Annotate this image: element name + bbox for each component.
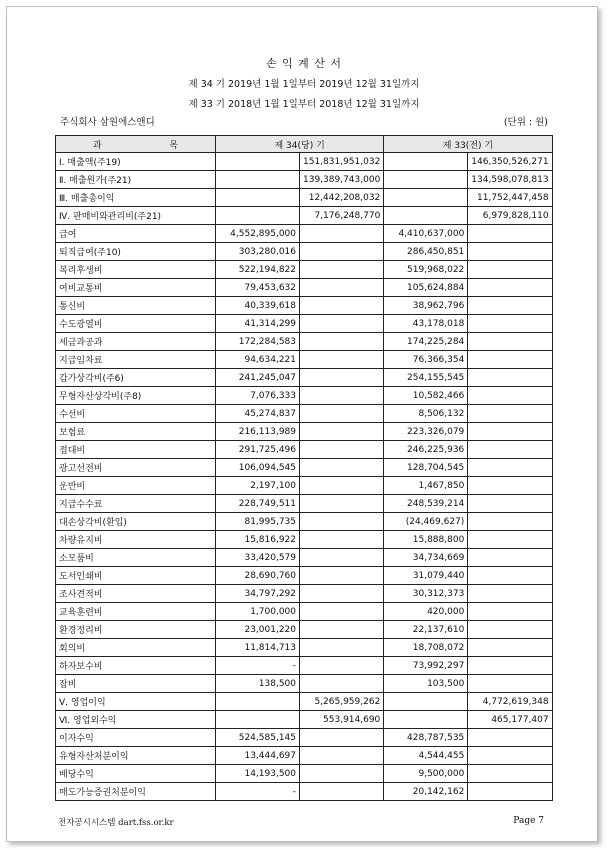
account-name-cell: 접대비 [56, 441, 216, 459]
current-detail-cell: 94,634,221 [216, 351, 300, 369]
table-row [56, 513, 553, 531]
account-name-cell: Ⅴ. 영업이익 [56, 693, 216, 711]
prior-total-cell [468, 549, 552, 567]
table-row [56, 495, 553, 513]
current-total-cell [300, 549, 384, 567]
account-name-cell: 회의비 [56, 639, 216, 657]
prior-total-cell [468, 639, 552, 657]
table-row [56, 261, 553, 279]
prior-detail-cell [384, 207, 468, 225]
account-name-cell: Ⅰ. 매출액(주19) [56, 153, 216, 171]
company-name: 주식회사 삼원에스앤디 [60, 117, 155, 128]
account-name-cell: 지급수수료 [56, 495, 216, 513]
account-name-cell: Ⅵ. 영업외수익 [56, 711, 216, 729]
prior-total-cell [468, 747, 552, 765]
statement-title: 손 익 계 산 서 [265, 57, 343, 70]
current-total-cell [300, 243, 384, 261]
prior-total-cell [468, 513, 552, 531]
period-prior: 제 33 기 2018년 1월 1일부터 2018년 12월 31일까지 [188, 99, 420, 110]
table-row [56, 369, 553, 387]
account-header-right: 목 [169, 140, 179, 151]
prior-detail-cell: 4,544,455 [384, 747, 468, 765]
table-row [56, 783, 553, 801]
prior-total-cell [468, 765, 552, 783]
current-detail-cell: 303,280,016 [216, 243, 300, 261]
current-total-cell: 5,265,959,262 [300, 693, 384, 711]
table-row [56, 153, 553, 171]
current-detail-cell: 291,725,496 [216, 441, 300, 459]
current-detail-cell: 81,995,735 [216, 513, 300, 531]
prior-detail-cell [384, 711, 468, 729]
current-total-cell [300, 423, 384, 441]
current-total-cell [300, 441, 384, 459]
account-name-cell: 이자수익 [56, 729, 216, 747]
prior-total-cell [468, 369, 552, 387]
prior-period-header: 제 33(전) 기 [384, 136, 552, 153]
account-name-cell: 세금과공과 [56, 333, 216, 351]
table-row [56, 459, 553, 477]
prior-detail-cell [384, 693, 468, 711]
table-row [56, 603, 553, 621]
income-statement-table [55, 135, 553, 801]
prior-total-cell [468, 783, 552, 801]
current-detail-cell: 33,420,579 [216, 549, 300, 567]
table-row [56, 243, 553, 261]
current-total-cell: 553,914,690 [300, 711, 384, 729]
current-total-cell [300, 315, 384, 333]
prior-detail-cell: 4,410,637,000 [384, 225, 468, 243]
table-row [56, 711, 553, 729]
table-row [56, 351, 553, 369]
current-total-cell: 151,831,951,032 [300, 153, 384, 171]
current-detail-cell: 1,700,000 [216, 603, 300, 621]
current-detail-cell: 138,500 [216, 675, 300, 693]
current-detail-cell: 172,284,583 [216, 333, 300, 351]
table-row [56, 405, 553, 423]
period-current: 제 34 기 2019년 1월 1일부터 2019년 12월 31일까지 [188, 79, 420, 90]
account-name-cell: 광고선전비 [56, 459, 216, 477]
table-row [56, 477, 553, 495]
current-total-cell [300, 369, 384, 387]
table-row [56, 621, 553, 639]
table-row [56, 315, 553, 333]
table-row [56, 207, 553, 225]
account-name-cell: 도서인쇄비 [56, 567, 216, 585]
prior-detail-cell: 18,708,072 [384, 639, 468, 657]
prior-detail-cell: 43,178,018 [384, 315, 468, 333]
current-detail-cell: 15,816,922 [216, 531, 300, 549]
prior-total-cell: 11,752,447,458 [468, 189, 552, 207]
account-name-cell: 잡비 [56, 675, 216, 693]
table-row [56, 387, 553, 405]
table-row [56, 729, 553, 747]
account-header [56, 136, 216, 153]
current-total-cell: 7,176,248,770 [300, 207, 384, 225]
table-row [56, 423, 553, 441]
prior-total-cell: 134,598,078,813 [468, 171, 552, 189]
account-name-cell: 보험료 [56, 423, 216, 441]
table-row [56, 747, 553, 765]
prior-detail-cell: 31,079,440 [384, 567, 468, 585]
table-row [56, 531, 553, 549]
current-total-cell: 139,389,743,000 [300, 171, 384, 189]
table-header-row [56, 136, 553, 153]
current-total-cell [300, 477, 384, 495]
table-row [56, 765, 553, 783]
table-row [56, 225, 553, 243]
prior-total-cell [468, 297, 552, 315]
current-detail-cell: - [216, 657, 300, 675]
prior-total-cell [468, 675, 552, 693]
current-detail-cell: 522,194,822 [216, 261, 300, 279]
account-name-cell: 차량유지비 [56, 531, 216, 549]
prior-total-cell [468, 423, 552, 441]
current-total-cell [300, 297, 384, 315]
prior-total-cell [468, 657, 552, 675]
table-row [56, 675, 553, 693]
current-total-cell [300, 657, 384, 675]
prior-detail-cell: 519,968,022 [384, 261, 468, 279]
table-body [56, 153, 553, 801]
current-detail-cell: 7,076,333 [216, 387, 300, 405]
account-name-cell: Ⅱ. 매출원가(주21) [56, 171, 216, 189]
table-row [56, 693, 553, 711]
prior-detail-cell: 223,326,079 [384, 423, 468, 441]
current-detail-cell: 28,690,760 [216, 567, 300, 585]
current-period-header: 제 34(당) 기 [216, 136, 384, 153]
prior-total-cell [468, 225, 552, 243]
current-total-cell [300, 783, 384, 801]
prior-detail-cell: (24,469,627) [384, 513, 468, 531]
current-total-cell [300, 513, 384, 531]
prior-detail-cell: 9,500,000 [384, 765, 468, 783]
current-total-cell [300, 585, 384, 603]
current-total-cell [300, 261, 384, 279]
current-total-cell [300, 459, 384, 477]
account-header-left: 과 [92, 140, 102, 151]
current-total-cell [300, 729, 384, 747]
current-total-cell [300, 567, 384, 585]
account-name-cell: 수도광열비 [56, 315, 216, 333]
prior-total-cell [468, 405, 552, 423]
current-total-cell [300, 621, 384, 639]
prior-detail-cell: 105,624,884 [384, 279, 468, 297]
prior-total-cell [468, 459, 552, 477]
prior-detail-cell: 174,225,284 [384, 333, 468, 351]
current-total-cell [300, 225, 384, 243]
table-row [56, 549, 553, 567]
prior-total-cell: 146,350,526,271 [468, 153, 552, 171]
prior-total-cell [468, 351, 552, 369]
prior-detail-cell: 76,366,354 [384, 351, 468, 369]
unit-label: (단위 : 원) [503, 117, 548, 128]
prior-detail-cell: 1,467,850 [384, 477, 468, 495]
account-name-cell: 복리후생비 [56, 261, 216, 279]
prior-detail-cell: 286,450,851 [384, 243, 468, 261]
account-name-cell: 매도가능증권처분이익 [56, 783, 216, 801]
prior-detail-cell: 246,225,936 [384, 441, 468, 459]
prior-detail-cell [384, 189, 468, 207]
prior-detail-cell: 128,704,545 [384, 459, 468, 477]
current-detail-cell [216, 153, 300, 171]
prior-detail-cell [384, 153, 468, 171]
account-name-cell: 여비교통비 [56, 279, 216, 297]
current-detail-cell: 216,113,989 [216, 423, 300, 441]
current-detail-cell: 524,585,145 [216, 729, 300, 747]
current-total-cell [300, 387, 384, 405]
account-name-cell: 환경정리비 [56, 621, 216, 639]
account-name-cell: 통신비 [56, 297, 216, 315]
table-row [56, 279, 553, 297]
account-name-cell: 배당수익 [56, 765, 216, 783]
prior-total-cell [468, 477, 552, 495]
account-name-cell: 소모품비 [56, 549, 216, 567]
prior-total-cell [468, 603, 552, 621]
prior-detail-cell: 8,506,132 [384, 405, 468, 423]
prior-detail-cell: 420,000 [384, 603, 468, 621]
current-detail-cell: 2,197,100 [216, 477, 300, 495]
prior-total-cell [468, 585, 552, 603]
account-name-cell: 감가상각비(주6) [56, 369, 216, 387]
current-detail-cell: 45,274,837 [216, 405, 300, 423]
current-detail-cell [216, 189, 300, 207]
account-name-cell: 급여 [56, 225, 216, 243]
prior-total-cell [468, 441, 552, 459]
current-total-cell [300, 747, 384, 765]
prior-detail-cell: 15,888,800 [384, 531, 468, 549]
account-name-cell: 대손상각비(환입) [56, 513, 216, 531]
table-row [56, 567, 553, 585]
account-name-cell: 조사견적비 [56, 585, 216, 603]
prior-total-cell [468, 567, 552, 585]
account-name-cell: 퇴직급여(주10) [56, 243, 216, 261]
prior-detail-cell: 10,582,466 [384, 387, 468, 405]
prior-detail-cell [384, 171, 468, 189]
account-name-cell: 운반비 [56, 477, 216, 495]
prior-total-cell [468, 279, 552, 297]
prior-total-cell [468, 495, 552, 513]
current-detail-cell: 41,314,299 [216, 315, 300, 333]
footer-system: 전자공시시스템 dart.fss.or.kr [58, 818, 174, 828]
current-detail-cell: 11,814,713 [216, 639, 300, 657]
current-total-cell [300, 279, 384, 297]
current-total-cell [300, 531, 384, 549]
prior-total-cell [468, 315, 552, 333]
prior-total-cell [468, 387, 552, 405]
current-total-cell [300, 495, 384, 513]
prior-detail-cell: 20,142,162 [384, 783, 468, 801]
current-detail-cell: 4,552,895,000 [216, 225, 300, 243]
current-detail-cell [216, 693, 300, 711]
account-name-cell: Ⅲ. 매출총이익 [56, 189, 216, 207]
account-name-cell: 지급임차료 [56, 351, 216, 369]
table-row [56, 639, 553, 657]
table-row [56, 189, 553, 207]
current-detail-cell: 241,245,047 [216, 369, 300, 387]
table-row [56, 333, 553, 351]
current-total-cell [300, 333, 384, 351]
current-detail-cell: 34,797,292 [216, 585, 300, 603]
current-total-cell [300, 765, 384, 783]
prior-total-cell: 4,772,619,348 [468, 693, 552, 711]
prior-total-cell: 465,177,407 [468, 711, 552, 729]
prior-detail-cell: 428,787,535 [384, 729, 468, 747]
current-detail-cell: 13,444,697 [216, 747, 300, 765]
prior-total-cell: 6,979,828,110 [468, 207, 552, 225]
account-name-cell: 하자보수비 [56, 657, 216, 675]
current-total-cell [300, 603, 384, 621]
current-total-cell [300, 351, 384, 369]
account-name-cell: Ⅳ. 판매비와관리비(주21) [56, 207, 216, 225]
current-total-cell [300, 639, 384, 657]
footer-page-number: Page 7 [513, 816, 544, 826]
account-name-cell: 교육훈련비 [56, 603, 216, 621]
account-name-cell: 유형자산처분이익 [56, 747, 216, 765]
prior-total-cell [468, 333, 552, 351]
table-row [56, 171, 553, 189]
table-row [56, 585, 553, 603]
current-detail-cell: 228,749,511 [216, 495, 300, 513]
prior-detail-cell: 254,155,545 [384, 369, 468, 387]
table-row [56, 297, 553, 315]
prior-detail-cell: 34,734,669 [384, 549, 468, 567]
prior-total-cell [468, 531, 552, 549]
current-detail-cell: 23,001,220 [216, 621, 300, 639]
prior-detail-cell: 38,962,796 [384, 297, 468, 315]
prior-total-cell [468, 243, 552, 261]
account-name-cell: 수선비 [56, 405, 216, 423]
current-detail-cell [216, 711, 300, 729]
prior-detail-cell: 73,992,297 [384, 657, 468, 675]
current-total-cell [300, 405, 384, 423]
prior-detail-cell: 103,500 [384, 675, 468, 693]
prior-detail-cell: 22,137,610 [384, 621, 468, 639]
current-detail-cell [216, 171, 300, 189]
table-row [56, 441, 553, 459]
current-detail-cell: 106,094,545 [216, 459, 300, 477]
current-detail-cell: 14,193,500 [216, 765, 300, 783]
current-total-cell: 12,442,208,032 [300, 189, 384, 207]
current-detail-cell: 40,339,618 [216, 297, 300, 315]
current-total-cell [300, 675, 384, 693]
prior-total-cell [468, 621, 552, 639]
prior-total-cell [468, 261, 552, 279]
prior-total-cell [468, 729, 552, 747]
table-row [56, 657, 553, 675]
prior-detail-cell: 248,539,214 [384, 495, 468, 513]
current-detail-cell: - [216, 783, 300, 801]
current-detail-cell: 79,453,632 [216, 279, 300, 297]
prior-detail-cell: 30,312,373 [384, 585, 468, 603]
current-detail-cell [216, 207, 300, 225]
account-name-cell: 무형자산상각비(주8) [56, 387, 216, 405]
